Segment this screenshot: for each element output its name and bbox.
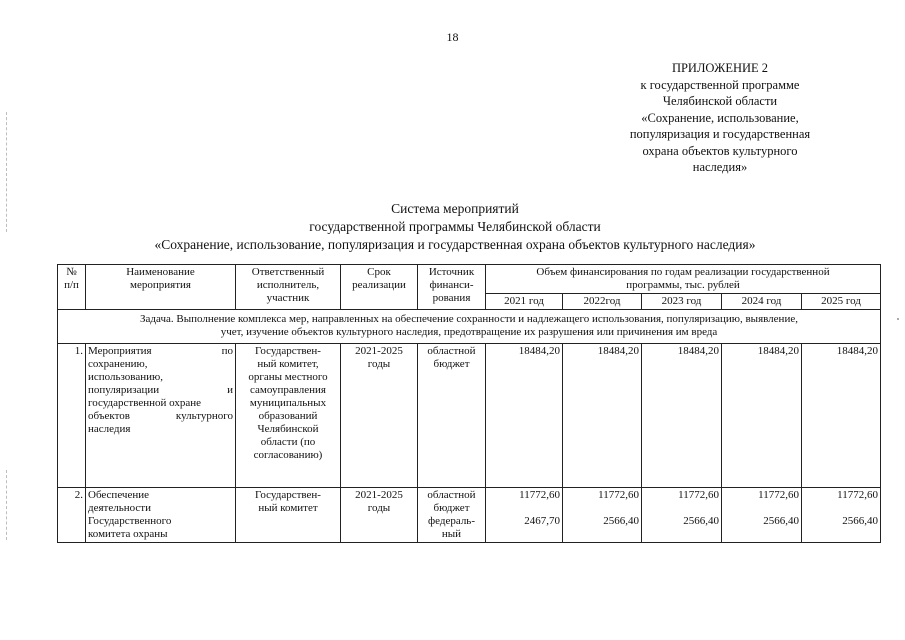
appendix-line: наследия»	[692, 160, 748, 174]
measures-table	[57, 264, 881, 543]
page-number: 18	[446, 30, 459, 44]
row-source: областной бюджет федераль- ный	[418, 488, 486, 543]
title-line: Система мероприятий	[391, 201, 519, 216]
table-row	[58, 344, 881, 488]
row-term: 2021-2025 годы	[341, 488, 418, 543]
row-value-2024: 11772,60 2566,40	[722, 488, 802, 543]
title-line: государственной программы Челябинской области	[309, 219, 601, 234]
header-year: 2024 год	[722, 294, 802, 310]
row-value-2021: 18484,20	[486, 344, 563, 488]
row-value-2022: 11772,60 2566,40	[563, 488, 642, 543]
margin-rule	[6, 470, 7, 540]
header-name: Наименование мероприятия	[86, 265, 236, 310]
row-source: областной бюджет	[418, 344, 486, 488]
header-row	[58, 265, 881, 294]
document-title	[40, 200, 870, 254]
header-funding: Объем финансирования по годам реализации государственной программы, тыс. рублей	[486, 265, 881, 294]
row-value-2025: 11772,60 2566,40	[802, 488, 881, 543]
title-line: «Сохранение, использование, популяризация и государственная охрана объектов культурного наследия»	[154, 237, 756, 252]
row-executor: Государствен- ный комитет	[236, 488, 341, 543]
appendix-line: популяризация и государственная	[629, 127, 811, 141]
appendix-line: к государственной программе	[640, 77, 800, 92]
row-term: 2021-2025 годы	[341, 344, 418, 488]
appendix-heading	[600, 60, 840, 176]
table-row	[58, 488, 881, 543]
header-num: № п/п	[58, 265, 86, 310]
scan-artifact	[897, 318, 899, 320]
row-executor: Государствен- ный комитет, органы местного самоуправления муниципальных образований Челябинской области (по согласованию)	[236, 344, 341, 488]
header-source: Источник финанси- рования	[418, 265, 486, 310]
row-name: Мероприятия по сохранению, использованию, популяризации и государственной охране объектов культурного наследия	[86, 344, 236, 488]
task-row	[58, 310, 881, 344]
row-value-2025: 18484,20	[802, 344, 881, 488]
header-term: Срок реализации	[341, 265, 418, 310]
appendix-line: ПРИЛОЖЕНИЕ 2	[671, 61, 769, 75]
header-year: 2023 год	[642, 294, 722, 310]
appendix-line: охрана объектов культурного	[642, 143, 798, 158]
row-num: 1.	[58, 344, 86, 488]
task-cell: Задача. Выполнение комплекса мер, направленных на обеспечение сохранности и надлежащего использования, популяризацию, выявление, учет, изучение объектов культурного наследия, предотвращение их разрушения или причинения им вреда	[58, 310, 881, 344]
margin-rule	[6, 112, 7, 232]
appendix-line: Челябинской области	[662, 94, 778, 108]
row-value-2023: 11772,60 2566,40	[642, 488, 722, 543]
row-value-2021: 11772,60 2467,70	[486, 488, 563, 543]
header-year: 2025 год	[802, 294, 881, 310]
row-value-2022: 18484,20	[563, 344, 642, 488]
header-year: 2021 год	[486, 294, 563, 310]
header-executor: Ответственный исполнитель, участник	[236, 265, 341, 310]
appendix-line: «Сохранение, использование,	[641, 110, 799, 125]
header-year: 2022год	[563, 294, 642, 310]
row-num: 2.	[58, 488, 86, 543]
row-name: Обеспечение деятельности Государственного комитета охраны	[86, 488, 236, 543]
row-value-2024: 18484,20	[722, 344, 802, 488]
row-value-2023: 18484,20	[642, 344, 722, 488]
